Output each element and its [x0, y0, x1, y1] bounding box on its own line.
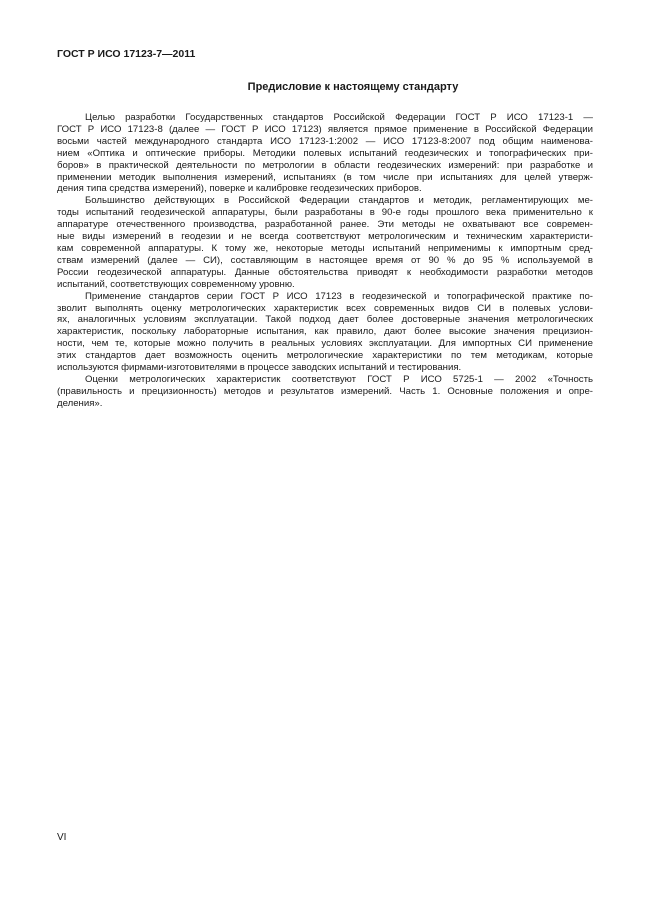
paragraph-line: применении методик выполнения измерений, испытаниях (в том числе при испытаниях для целей утверж- [57, 171, 593, 183]
paragraph-line: ные виды измерений в геодезии и не всегда соответствуют метрологическим и техническим характеристи- [57, 231, 593, 243]
paragraph-line: (правильность и прецизионность) методов и результатов измерений. Часть 1. Основные положения и опре- [57, 385, 593, 397]
paragraph-line: этих стандартов дает возможность оценить метрологические характеристики по тем методикам, которые [57, 350, 593, 362]
paragraph-line: Оценки метрологических характеристик соответствуют ГОСТ Р ИСО 5725-1 — 2002 «Точность [85, 373, 593, 385]
paragraph-line: Большинство действующих в Российской Федерации стандартов и методик, регламентирующих ме- [85, 195, 593, 207]
paragraph-line: ГОСТ Р ИСО 17123-8 (далее — ГОСТ Р ИСО 17123) является прямое применение в Российской Федерации [57, 123, 593, 135]
paragraph-line: деления». [57, 397, 103, 409]
foreword-body [57, 112, 593, 410]
paragraph-4 [57, 374, 593, 410]
standard-code-header: ГОСТ Р ИСО 17123-7—2011 [57, 48, 196, 60]
paragraph-line: характеристик, поскольку лабораторные испытания, как правило, дают более высокие значения прецизион- [57, 326, 593, 338]
paragraph-line: Целью разработки Государственных стандартов Российской Федерации ГОСТ Р ИСО 17123-1 — [85, 112, 593, 123]
paragraph-1 [57, 112, 593, 195]
page-number: VI [57, 832, 67, 843]
paragraph-line: России геодезической аппаратуры. Данные обстоятельства приводят к необходимости разработки методов [57, 266, 593, 278]
paragraph-line: испытаний, соответствующих современному уровню. [57, 278, 295, 290]
paragraph-line: кам современной аппаратуры. К тому же, некоторые методы испытаний неприменимы к импортным сред- [57, 242, 593, 254]
paragraph-line: ствам измерений (далее — СИ), составляющим в настоящее время от 90 % до 95 % используемой в [57, 254, 593, 266]
paragraph-line: Применение стандартов серии ГОСТ Р ИСО 17123 в геодезической и топографической практике по- [85, 290, 593, 302]
paragraph-line: восьми частей международного стандарта ИСО 17123-1:2002 — ИСО 17123-8:2007 под общим наименова- [57, 135, 593, 147]
paragraph-line: аппаратуре отечественного производства, разработанной ранее. Эти методы не охватывают все современ- [57, 219, 593, 231]
paragraph-3 [57, 291, 593, 374]
paragraph-line: нием «Оптика и оптические приборы. Методики полевых испытаний геодезических и топографических при- [57, 147, 593, 159]
paragraph-line: ности, чем те, которые можно получить в реальных условиях эксплуатации. Для импортных СИ применение [57, 338, 593, 350]
paragraph-line: тоды испытаний геодезической аппаратуры, были разработаны в 90-е годы прошлого века применительно к [57, 207, 593, 219]
paragraph-line: боров» в практической деятельности по метрологии в области геодезических измерений: при разработке и [57, 159, 593, 171]
paragraph-line: зволит выполнять оценку метрологических характеристик всех современных видов СИ в полевых услови- [57, 302, 593, 314]
foreword-title: Предисловие к настоящему стандарту [247, 81, 459, 93]
paragraph-line: используются фирмами-изготовителями в процессе заводских испытаний и тестирования. [57, 362, 462, 374]
paragraph-line: ях, аналогичных условиям эксплуатации. Такой подход дает более достоверные значения метрологических [57, 314, 593, 326]
paragraph-2 [57, 195, 593, 290]
paragraph-line: дения типа средства измерений), поверке и калибровке геодезических приборов. [57, 183, 422, 195]
